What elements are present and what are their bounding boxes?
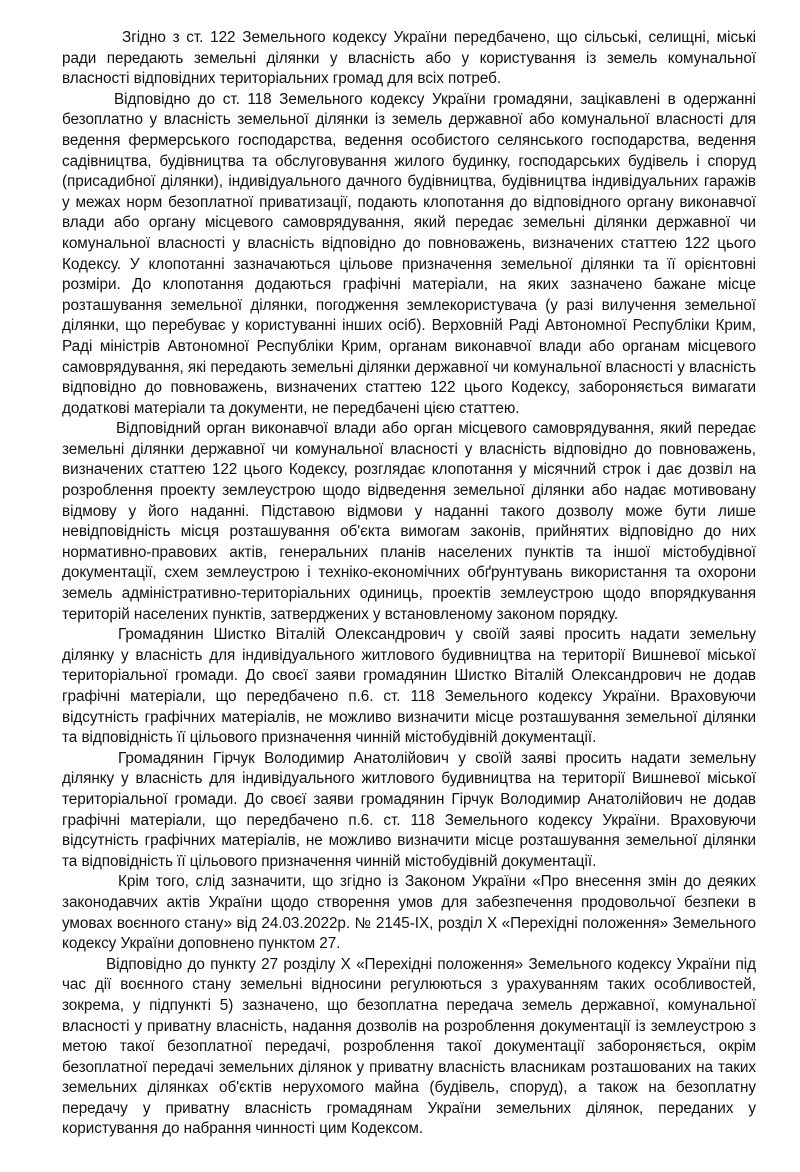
paragraph-authority-review: Відповідний орган виконавчої влади або орган місцевого самоврядування, який передає земельні ділянки державної чи комунальної власності у власність відповідно до повноважень, визначених статтею 122 цього Кодексу, розглядає клопотання у місячний строк і дає дозвіл на розроблення проекту землеустрою щодо відведення земельної ділянки або надає мотивовану відмову у його наданні. Підставою відмови у наданні такого дозволу може бути лише невідповідність місця розташування об'єкта вимогам законів, прийнятих відповідно до них нормативно-правових актів, генеральних планів населених пунктів та іншої містобудівної документації, схем землеустрою і техніко-економічних обґрунтувань використання та охорони земель адміністративно-територіальних одиниць, проектів землеустрою щодо впорядкування територій населених пунктів, затверджених у встановленому законом порядку.: [62, 420, 756, 623]
paragraph-land-code-article-122: Згідно з ст. 122 Земельного кодексу України передбачено, що сільські, селищні, міські ради передають земельні ділянки у власність або у користування із земель комунальної власності відповідних територіальних громад для всіх потреб.: [62, 29, 756, 88]
paragraph-applicant-shystko: Громадянин Шистко Віталій Олександрович у своїй заяві просить надати земельну ділянку у власність для індивідуального житлового будивництва на території Вишневої міської територіальної громади. До своєї заяви громадянин Шистко Віталій Олександрович не додав графічні матеріали, що передбачено п.6. ст. 118 Земельного кодексу України. Враховуючи відсутність графічних матеріалів, не можливо визначити місце розташування земельної ділянки та відповідність її цільового призначення чинній містобудівній документації.: [62, 626, 756, 747]
paragraph-land-code-article-118: Відповідно до ст. 118 Земельного кодексу України громадяни, зацікавлені в одержанні безоплатно у власність земельної ділянки із земель державної або комунальної власності для ведення фермерського господарства, ведення особистого селянського господарства, ведення садівництва, будівництва та обслуговування жилого будинку, господарських будівель і споруд (присадибної ділянки), індивідуального дачного будівництва, будівництва індивідуальних гаражів у межах норм безоплатної приватизації, подають клопотання до відповідного органу виконавчої влади або органу місцевого самоврядування, який передає земельні ділянки державної чи комунальної власності у власність відповідно до повноважень, визначених статтею 122 цього Кодексу. У клопотанні зазначаються цільове призначення земельної ділянки та її орієнтовні розміри. До клопотання додаються графічні матеріали, на яких зазначено бажане місце розташування земельної ділянки, погодження землекористувача (у разі вилучення земельної ділянки, що перебуває у користуванні інших осіб). Верховній Раді Автономної Республіки Крим, Раді міністрів Автономної Республіки Крим, органам виконавчої влади або органам місцевого самоврядування, які передають земельні ділянки державної чи комунальної власності у власність відповідно до повноважень, визначених статтею 122 цього Кодексу, забороняється вимагати додаткові матеріали та документи, не передбачені цією статтею.: [62, 90, 756, 417]
document-body: [62, 28, 756, 1140]
paragraph-martial-law-amendment: Крім того, слід зазначити, що згідно із Законом України «Про внесення змін до деяких законодавчих актів України щодо створення умов для забезпечення продовольчої безпеки в умовах воєнного стану» від 24.03.2022р. № 2145-IX, розділ X «Перехідні положення» Земельного кодексу України доповнено пунктом 27.: [62, 873, 756, 953]
paragraph-transitional-provisions: Відповідно до пункту 27 розділу X «Перехідні положення» Земельного кодексу України під час дії воєнного стану земельні відносини регулюються з урахуванням таких особливостей, зокрема, у підпункті 5) зазначено, що безоплатна передача земель державної, комунальної власності у приватну власність, надання дозволів на розроблення документації із землеустрою з метою такої безоплатної передачі, розроблення такої документації забороняється, окрім безоплатної передачі земельних ділянок у приватну власність власникам розташованих на таких земельних ділянках об'єктів нерухомого майна (будівель, споруд), а також на безоплатну передачу у приватну власність громадянам України земельних ділянок, переданих у користування до набрання чинності цим Кодексом.: [62, 955, 756, 1138]
paragraph-applicant-hirchuk: Громадянин Гірчук Володимир Анатолійович у своїй заяві просить надати земельну ділянку у власність для індивідуального житлового будивництва на території Вишневої міської територіальної громади. До своєї заяви громадянин Гірчук Володимир Анатолійович не додав графічні матеріали, що передбачено п.6. ст. 118 Земельного кодексу України. Враховуючи відсутність графічних матеріалів, не можливо визначити місце розташування земельної ділянки та відповідність її цільового призначення чинній містобудівній документації.: [62, 749, 756, 870]
